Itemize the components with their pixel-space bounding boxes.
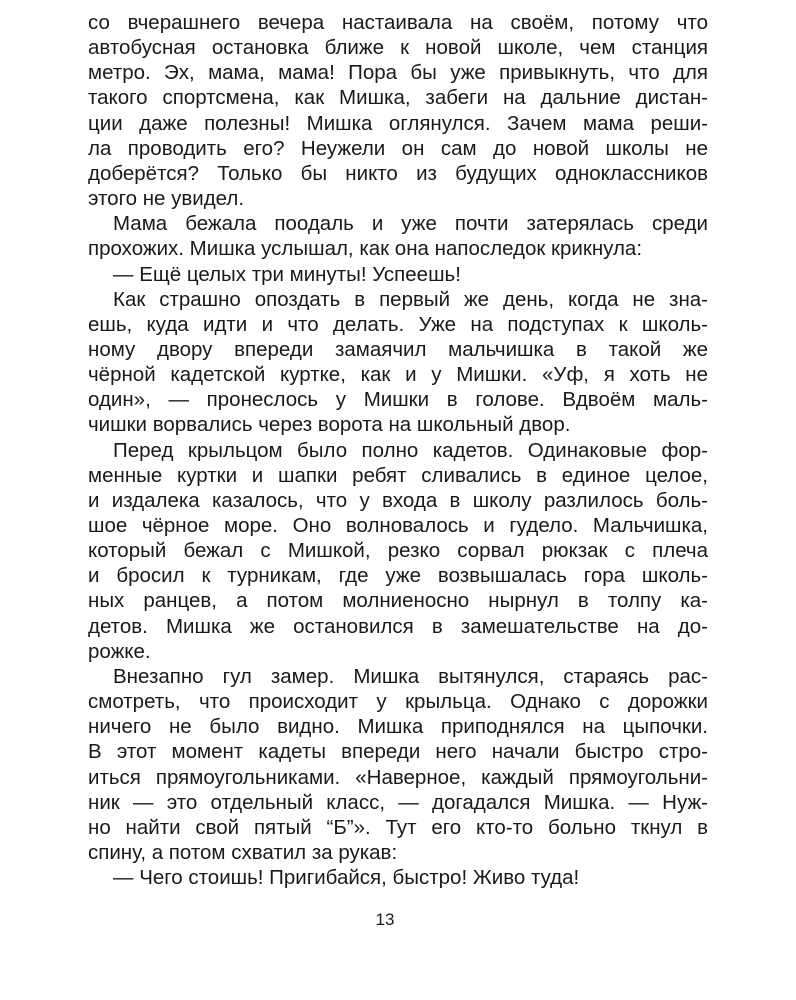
text-line: Внезапно гул замер. Мишка вытянулся, стараясь рас- <box>113 664 708 688</box>
text-line: ла проводить его? Неужели он сам до новой школы не <box>88 136 708 160</box>
text-line: автобусная остановка ближе к новой школе, чем станция <box>88 36 708 60</box>
text-line: Как страшно опоздать в первый же день, когда не зна- <box>113 287 708 311</box>
text-line: рожке. <box>88 639 151 663</box>
text-line: спину, а потом схватил за рукав: <box>88 840 398 864</box>
text-line: — Ещё целых три минуты! Успеешь! <box>113 262 461 286</box>
text-line: иться прямоугольниками. «Наверное, каждый прямоугольни- <box>88 765 708 789</box>
text-line: чишки ворвались через ворота на школьный двор. <box>88 413 571 437</box>
text-line: смотреть, что происходит у крыльца. Однако с дорожки <box>88 690 708 714</box>
text-line: и издалека казалось, что у входа в школу разлилось боль- <box>88 488 708 512</box>
text-line: ных ранцев, а потом молниеносно нырнул в толпу ка- <box>88 589 708 613</box>
text-line: и бросил к турникам, где уже возвышалась гора школь- <box>88 564 708 588</box>
text-line: Перед крыльцом было полно кадетов. Одинаковые фор- <box>113 438 708 462</box>
text-line: ничего не было видно. Мишка приподнялся на цыпочки. <box>88 715 708 739</box>
text-line: ешь, куда идти и что делать. Уже на подступах к школь- <box>88 312 708 336</box>
text-line: метро. Эх, мама, мама! Пора бы уже привыкнуть, что для <box>88 61 708 85</box>
text-line: ному двору впереди замаячил мальчишка в такой же <box>88 337 708 361</box>
text-line: Мама бежала поодаль и уже почти затерялась среди <box>113 212 708 236</box>
text-line: чёрной кадетской куртке, как и у Мишки. «Уф, я хоть не <box>88 363 708 387</box>
text-line: такого спортсмена, как Мишка, забеги на дальние дистан- <box>88 86 708 110</box>
text-line: этого не увидел. <box>88 187 245 211</box>
text-line: который бежал с Мишкой, резко сорвал рюкзак с плеча <box>88 539 708 563</box>
text-line: детов. Мишка же остановился в замешательстве на до- <box>88 614 708 638</box>
text-line: В этот момент кадеты впереди него начали быстро стро- <box>88 740 708 764</box>
text-line: один», — пронеслось у Мишки в голове. Вдвоём маль- <box>88 388 708 412</box>
text-line: ник — это отдельный класс, — догадался Мишка. — Нуж- <box>88 790 708 814</box>
text-line: прохожих. Мишка услышал, как она напоследок крикнула: <box>88 237 643 261</box>
text-line: но найти свой пятый “Б”». Тут его кто-то больно ткнул в <box>88 815 708 839</box>
page-number: 13 <box>375 910 395 929</box>
text-line: шое чёрное море. Оно волновалось и гудело. Мальчишка, <box>88 514 708 537</box>
text-line: доберётся? Только бы никто из будущих одноклассников <box>88 161 708 185</box>
text-line: — Чего стоишь! Пригибайся, быстро! Живо туда! <box>113 866 580 890</box>
text-line: со вчерашнего вечера настаивала на своём, потому что <box>88 11 708 34</box>
text-line: ции даже полезны! Мишка оглянулся. Зачем мама реши- <box>88 111 708 135</box>
text-line: менные куртки и шапки ребят сливались в единое целое, <box>88 463 708 487</box>
